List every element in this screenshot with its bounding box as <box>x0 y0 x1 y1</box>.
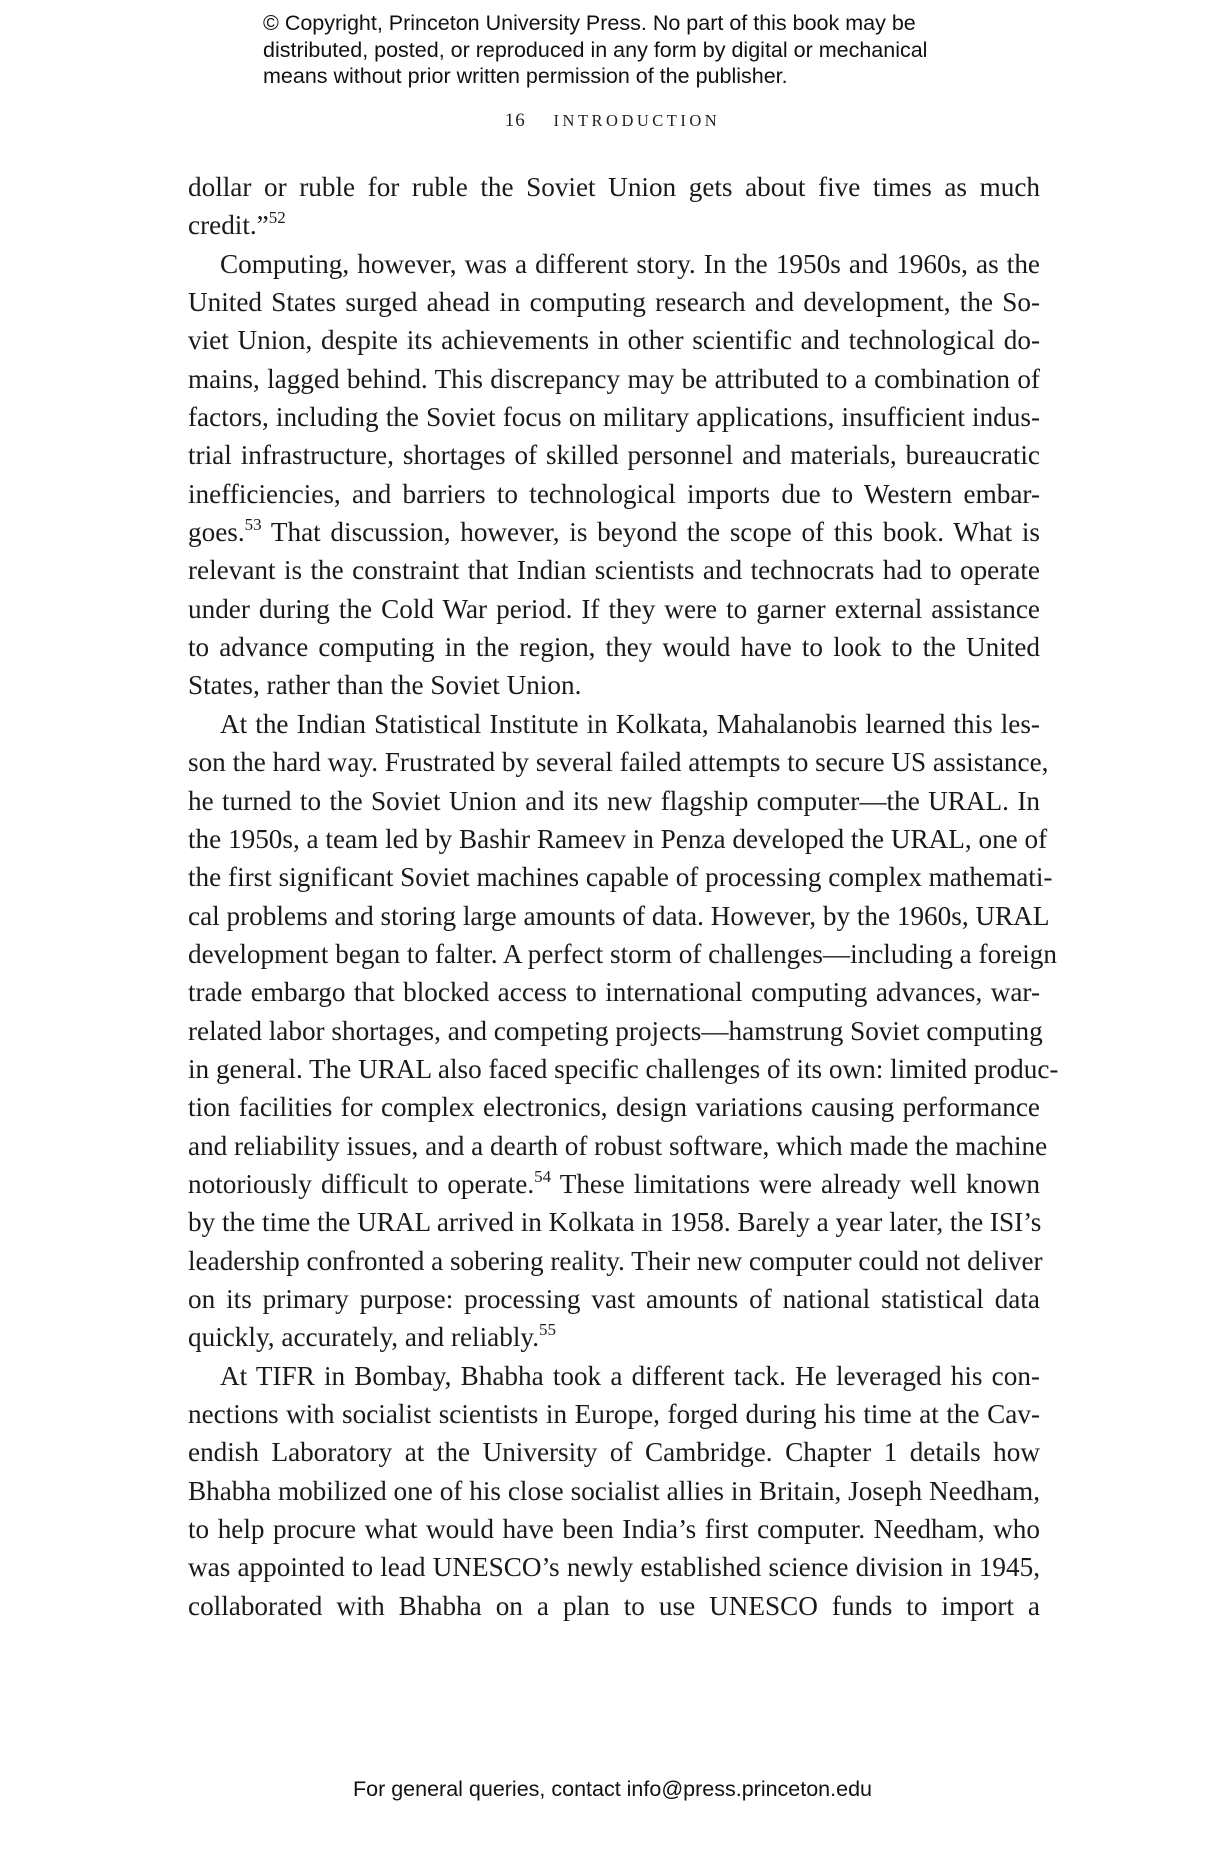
text-segment: These limitations were already well known <box>551 1168 1040 1199</box>
copyright-notice <box>263 10 983 90</box>
text-segment: to advance computing in the region, they would have to look to the United <box>188 632 1040 663</box>
text-segment: notoriously difficult to operate. <box>188 1168 535 1199</box>
text-segment: Bhabha mobilized one of his close socialist allies in Britain, Joseph Needham, <box>188 1475 1040 1506</box>
text-line <box>188 1548 1040 1586</box>
text-segment: under during the Cold War period. If they were to garner external assistance <box>188 593 1040 624</box>
text-line <box>188 1318 1040 1356</box>
body-paragraph <box>188 1357 1040 1625</box>
footnote-marker[interactable]: 55 <box>539 1320 557 1340</box>
text-segment: factors, including the Soviet focus on military applications, insufficient indus- <box>188 402 1040 433</box>
text-segment: son the hard way. Frustrated by several failed attempts to secure US assistance, <box>188 747 1049 778</box>
text-segment: quickly, accurately, and reliably. <box>188 1322 540 1353</box>
text-line <box>188 666 1040 704</box>
copyright-line: means without prior written permission of the publisher. <box>263 64 788 88</box>
text-segment: in general. The URAL also faced specific challenges of its own: limited produc- <box>188 1053 1059 1084</box>
footer-contact: For general queries, contact info@press.princeton.edu <box>352 1777 872 1801</box>
text-segment: trade embargo that blocked access to international computing advances, war- <box>188 977 1040 1008</box>
text-segment: and reliability issues, and a dearth of robust software, which made the machine <box>188 1130 1048 1161</box>
section-title: INTRODUCTION <box>553 111 721 130</box>
body-paragraph <box>188 245 1040 705</box>
text-line <box>188 436 1040 474</box>
text-line <box>188 283 1040 321</box>
text-line <box>188 513 1040 551</box>
copyright-line: distributed, posted, or reproduced in any form by digital or mechanical <box>263 37 928 62</box>
page-number: 16 <box>504 110 526 131</box>
text-segment: cal problems and storing large amounts of data. However, by the 1960s, URAL <box>188 900 1050 931</box>
text-segment: development began to falter. A perfect storm of challenges—including a foreign <box>188 938 1057 969</box>
text-segment: At TIFR in Bombay, Bhabha took a different tack. He leveraged his con- <box>220 1360 1040 1391</box>
text-line <box>188 1472 1040 1510</box>
text-segment: dollar or ruble for ruble the Soviet Union gets about five times as much <box>188 172 1040 202</box>
text-segment: by the time the URAL arrived in Kolkata in 1958. Barely a year later, the ISI’s <box>188 1207 1042 1238</box>
text-line <box>188 1280 1040 1318</box>
text-line <box>188 1050 1059 1088</box>
text-segment: to help procure what would have been India’s first computer. Needham, who <box>188 1514 1040 1545</box>
text-line <box>188 1357 1040 1395</box>
copyright-line: © Copyright, Princeton University Press. No part of this book may be <box>263 11 916 35</box>
text-line <box>188 1242 1043 1280</box>
text-segment: nections with socialist scientists in Europe, forged during his time at the Cav- <box>188 1399 1040 1429</box>
text-segment: inefficiencies, and barriers to technological imports due to Western embar- <box>188 478 1040 509</box>
text-segment: United States surged ahead in computing research and development, the So- <box>188 287 1040 318</box>
text-line <box>188 820 1048 858</box>
text-line <box>188 206 1040 244</box>
text-segment: relevant is the constraint that Indian scientists and technocrats had to operate <box>188 555 1040 586</box>
text-line <box>188 1510 1040 1548</box>
text-segment: States, rather than the Soviet Union. <box>188 670 582 701</box>
text-line <box>188 398 1040 436</box>
text-segment: tion facilities for complex electronics, design variations causing performance <box>188 1092 1040 1123</box>
text-segment: the first significant Soviet machines capable of processing complex mathemati- <box>188 862 1053 893</box>
footnote-marker[interactable]: 53 <box>244 515 262 535</box>
text-segment: credit.” <box>188 210 269 241</box>
text-line <box>188 1433 1040 1471</box>
body-text <box>188 168 1059 1625</box>
text-segment: leadership confronted a sobering reality. Their new computer could not deliver <box>188 1245 1043 1276</box>
text-line <box>188 168 1040 206</box>
text-segment: he turned to the Soviet Union and its new flagship computer—the URAL. In <box>188 785 1040 816</box>
body-paragraph <box>188 168 1040 245</box>
text-segment: related labor shortages, and competing projects—hamstrung Soviet computing <box>188 1015 1043 1046</box>
running-head <box>0 110 1225 132</box>
body-paragraph <box>188 705 1059 1357</box>
text-line <box>188 973 1040 1011</box>
text-segment: was appointed to lead UNESCO’s newly established science division in 1945, <box>188 1552 1040 1583</box>
footnote-marker[interactable]: 52 <box>268 208 286 228</box>
text-segment: on its primary purpose: processing vast amounts of national statistical data <box>188 1283 1040 1314</box>
text-segment: Computing, however, was a different story. In the 1950s and 1960s, as the <box>220 248 1040 279</box>
text-line <box>188 475 1040 513</box>
text-line <box>188 1587 1040 1625</box>
text-segment: collaborated with Bhabha on a plan to use UNESCO funds to import a <box>188 1590 1040 1621</box>
text-line <box>188 897 1050 935</box>
text-line <box>188 858 1053 896</box>
text-line <box>188 1395 1040 1433</box>
text-line <box>188 1088 1040 1126</box>
text-segment: viet Union, despite its achievements in other scientific and technological do- <box>188 325 1040 356</box>
text-line <box>188 321 1040 359</box>
text-segment: goes. <box>188 517 245 548</box>
text-line <box>188 590 1040 628</box>
text-segment: the 1950s, a team led by Bashir Rameev in Penza developed the URAL, one of <box>188 823 1048 854</box>
text-line <box>188 1165 1040 1203</box>
text-segment: At the Indian Statistical Institute in Kolkata, Mahalanobis learned this les- <box>220 708 1040 739</box>
text-line <box>188 743 1049 781</box>
text-line <box>188 551 1040 589</box>
text-segment: trial infrastructure, shortages of skilled personnel and materials, bureaucratic <box>188 440 1040 471</box>
text-line <box>188 935 1057 973</box>
text-segment: endish Laboratory at the University of Cambridge. Chapter 1 details how <box>188 1437 1040 1468</box>
footnote-marker[interactable]: 54 <box>534 1166 552 1186</box>
text-line <box>188 245 1040 283</box>
text-segment: mains, lagged behind. This discrepancy may be attributed to a combination of <box>188 363 1040 394</box>
text-line <box>188 1203 1040 1241</box>
text-segment: That discussion, however, is beyond the scope of this book. What is <box>261 517 1040 548</box>
text-line <box>188 1012 1043 1050</box>
text-line <box>188 782 1040 820</box>
text-line <box>188 360 1040 398</box>
text-line <box>188 1127 1048 1165</box>
text-line <box>188 705 1040 743</box>
text-line <box>188 628 1040 666</box>
